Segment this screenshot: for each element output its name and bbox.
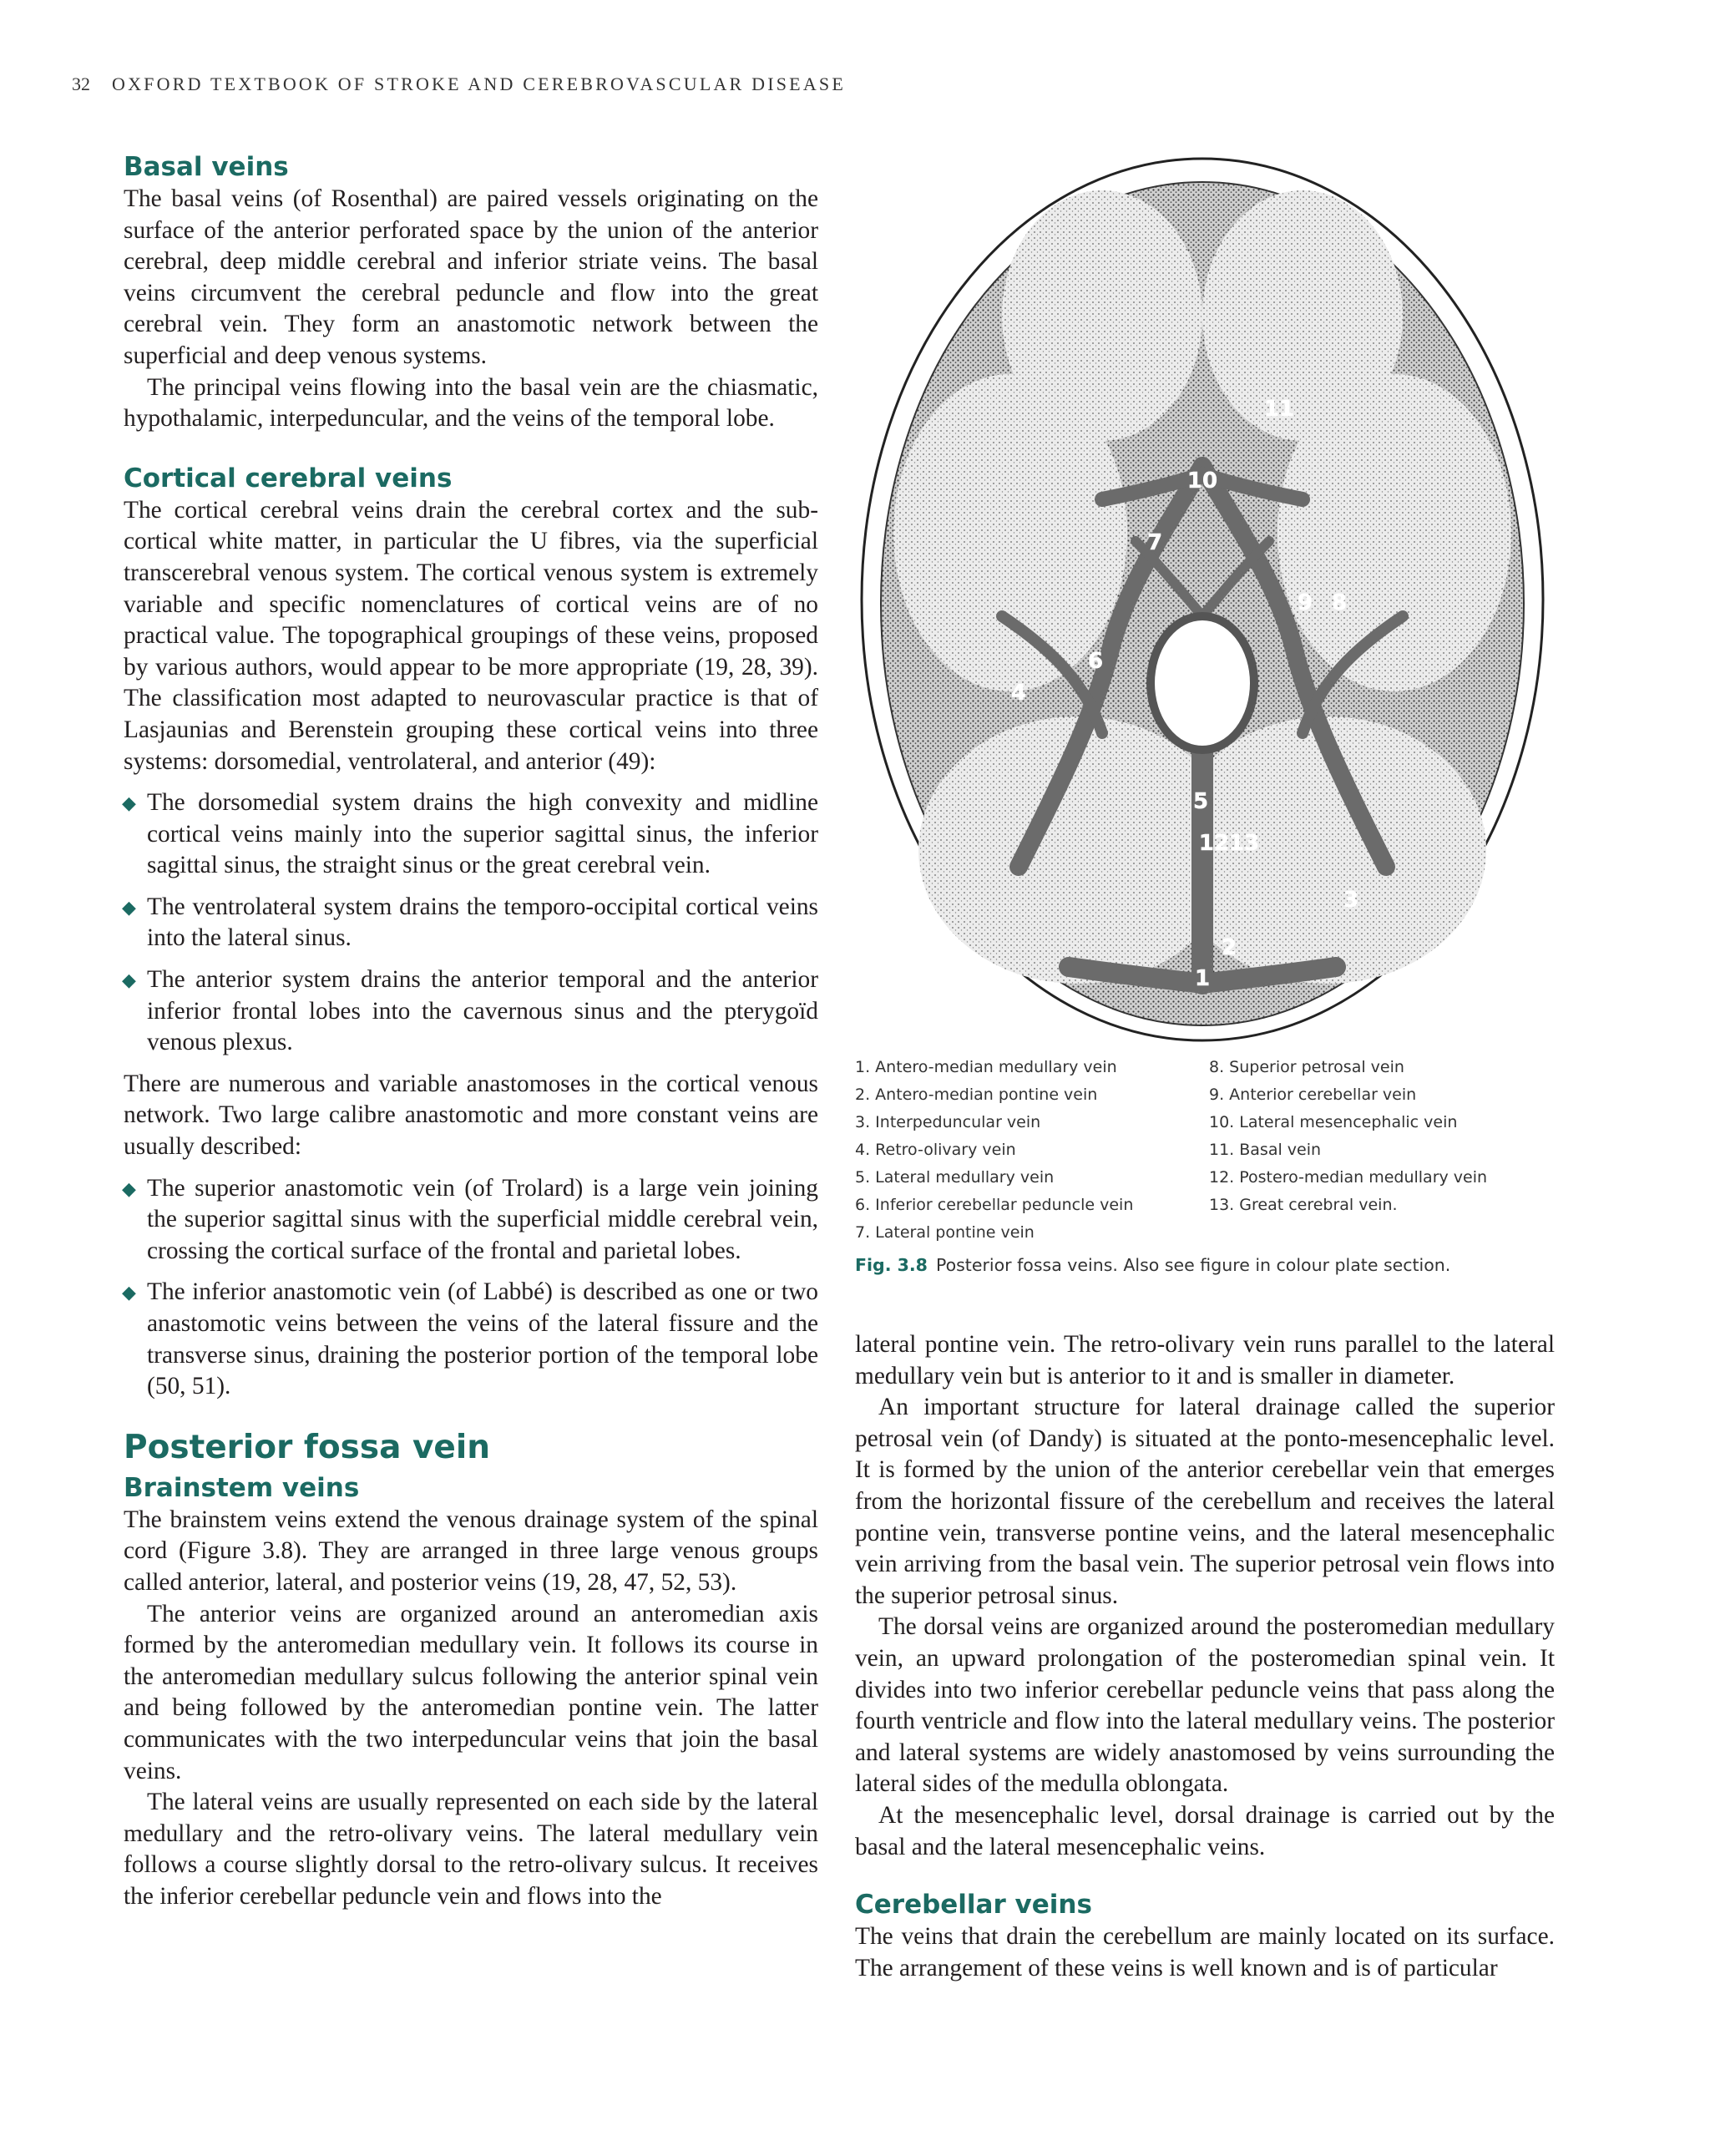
label-1: 1	[1194, 966, 1211, 991]
diamond-bullet-icon: ◆	[122, 896, 136, 918]
legend-item: 6. Inferior cerebellar peduncle vein	[855, 1196, 1134, 1214]
label-6: 6	[1087, 649, 1104, 674]
list-item: ◆ The dorsomedial system drains the high convexity and midline cortical veins mainly into the superior sagittal sinus, the inferior sagittal sinus, the straight sinus or the great cerebral vein.	[122, 789, 818, 879]
label-12: 12	[1198, 831, 1230, 856]
list-item: ◆ The inferior anastomotic vein (of Labbé) is described as one or two anastomotic veins between the veins of the lateral fissure and the transverse sinus, draining the posterior portion of the temporal lobe (50, 51).	[122, 1278, 818, 1400]
legend-item: 11. Basal vein	[1209, 1141, 1322, 1159]
label-2: 2	[1221, 935, 1237, 960]
basal-veins-heading: Basal veins	[124, 152, 289, 182]
legend-right-column	[1209, 1054, 1487, 1219]
right-paragraph-5: The veins that drain the cerebellum are mainly located on its surface. The arrangement of these veins is well known and is of particular	[855, 1923, 1555, 1981]
legend-item: 4. Retro-olivary vein	[855, 1141, 1016, 1159]
label-10: 10	[1186, 468, 1218, 493]
brainstem-paragraph-2: The anterior veins are organized around an anteromedian axis formed by the anteromedian medullary vein. It follows its course in the anteromedian medullary sulcus following the anterior spinal vein and being followed by the anteromedian pontine vein. The latter communicates with the two interpeduncular veins that join the basal veins.	[124, 1600, 818, 1784]
label-3: 3	[1343, 888, 1359, 913]
list-item: ◆ The superior anastomotic vein (of Trolard) is a large vein joining the superior sagittal sinus with the superficial middle cerebral vein, crossing the cortical surface of the frontal and parietal lobes.	[122, 1174, 818, 1264]
label-5: 5	[1192, 789, 1209, 814]
page-number: 32	[72, 73, 90, 94]
label-11: 11	[1263, 397, 1295, 422]
legend-item: 5. Lateral medullary vein	[855, 1168, 1055, 1187]
posterior-fossa-heading: Posterior fossa vein	[124, 1428, 490, 1466]
legend-item: 13. Great cerebral vein.	[1209, 1196, 1398, 1214]
legend-item: 10. Lateral mesencephalic vein	[1209, 1113, 1458, 1131]
brainstem-section	[1151, 616, 1254, 750]
legend-item: 9. Anterior cerebellar vein	[1209, 1086, 1417, 1104]
cortical-veins-paragraph-2: There are numerous and variable anastomoses in the cortical venous network. Two large calibre anastomotic and more constant veins are usually described:	[124, 1070, 818, 1161]
basal-veins-paragraph-1: The basal veins (of Rosenthal) are paired vessels originating on the surface of the anterior perforated space by the union of the anterior cerebral, deep middle cerebral and inferior striate veins. The basal veins circumvent the cerebral peduncle and flow into the great cerebral vein. They form an anastomotic network between the superficial and deep venous systems.	[124, 185, 818, 369]
caption-label: Fig. 3.8	[855, 1255, 928, 1275]
list-item: ◆ The anterior system drains the anterior temporal and the anterior inferior frontal lobes into the cavernous sinus and the pterygoïd venous plexus.	[122, 966, 818, 1056]
running-head	[72, 73, 846, 95]
legend-item: 12. Postero-median medullary vein	[1209, 1168, 1488, 1187]
right-paragraph-3: The dorsal veins are organized around the posteromedian medullary vein, an upward prolongation of the posteromedian spinal vein. It divides into two inferior cerebellar peduncle veins that pass along the fourth ventricle and flow into the lateral medullary veins. The posterior and lateral systems are widely anastomosed by veins surrounding the lateral sides of the medulla oblongata.	[855, 1613, 1555, 1798]
right-paragraph-2: An important structure for lateral drainage called the superior petrosal vein (of Dandy) is situated at the ponto-mesencephalic level. It is formed by the union of the anterior cerebellar vein that emerges from the horizontal fissure of the cerebellum and receives the lateral pontine vein, transverse pontine veins, and the lateral mesencephalic vein arriving from the basal vein. The superior petrosal vein flows into the superior petrosal sinus.	[855, 1394, 1555, 1609]
diamond-bullet-icon: ◆	[122, 969, 136, 991]
cerebellar-veins-heading: Cerebellar veins	[855, 1890, 1092, 1921]
diamond-bullet-icon: ◆	[122, 1282, 136, 1303]
temporal-lobe-right	[1277, 374, 1511, 691]
legend-item: 1. Antero-median medullary vein	[855, 1058, 1117, 1076]
legend-item: 3. Interpeduncular vein	[855, 1113, 1041, 1131]
brainstem-veins-heading: Brainstem veins	[124, 1472, 360, 1503]
legend-item: 7. Lateral pontine vein	[855, 1223, 1035, 1242]
temporal-lobe-left	[893, 374, 1127, 691]
right-paragraph-1: lateral pontine vein. The retro-olivary vein runs parallel to the lateral medullary vein but is anterior to it and is smaller in diameter.	[855, 1331, 1555, 1389]
brain-illustration	[852, 149, 1551, 1042]
brainstem-paragraph-3: The lateral veins are usually represented on each side by the lateral medullary and the retro-olivary veins. The lateral medullary vein follows a course slightly dorsal to the retro-olivary sulcus. It receives the inferior cerebellar peduncle vein and flows into the	[124, 1789, 818, 1910]
diamond-bullet-icon: ◆	[122, 792, 136, 814]
legend-item: 2. Antero-median pontine vein	[855, 1086, 1098, 1104]
legend-item: 8. Superior petrosal vein	[1209, 1058, 1404, 1076]
label-7: 7	[1146, 530, 1163, 555]
brainstem-paragraph-1: The brainstem veins extend the venous drainage system of the spinal cord (Figure 3.8). They are arranged in three large venous groups called anterior, lateral, and posterior veins (19, 28, 47, 52, 53).	[124, 1506, 818, 1596]
cortical-veins-heading: Cortical cerebral veins	[124, 463, 453, 493]
label-9: 9	[1297, 590, 1313, 615]
legend-left-column	[855, 1054, 1133, 1247]
caption-text: Posterior fossa veins. Also see figure in colour plate section.	[935, 1255, 1451, 1275]
left-column	[124, 150, 818, 1913]
label-13: 13	[1228, 831, 1260, 856]
diamond-bullet-icon: ◆	[122, 1177, 136, 1199]
right-paragraph-4: At the mesencephalic level, dorsal drainage is carried out by the basal and the lateral mesencephalic veins.	[855, 1801, 1555, 1860]
label-4: 4	[1010, 681, 1027, 706]
figure-posterior-fossa	[852, 149, 1551, 1042]
right-column	[855, 1329, 1555, 1984]
cortical-systems-list	[124, 787, 818, 1059]
running-title: OXFORD TEXTBOOK OF STROKE AND CEREBROVASCULAR DISEASE	[112, 73, 846, 94]
figure-caption	[855, 1255, 1450, 1275]
label-8: 8	[1331, 590, 1348, 615]
cortical-veins-paragraph-1: The cortical cerebral veins drain the cerebral cortex and the sub-cortical white matter, in particular the U fibres, via the superficial transcerebral venous system. The cortical venous system is extremely variable and specific nomenclatures of cortical veins are of no practical value. The topographical groupings of these veins, proposed by various authors, would appear to be more appropriate (19, 28, 39). The classification most adapted to neurovascular practice is that of Lasjaunias and Berenstein grouping these cortical veins into three systems: dorsomedial, ventrolateral, and anterior (49):	[124, 496, 818, 775]
anastomotic-veins-list	[124, 1173, 818, 1403]
basal-veins-paragraph-2: The principal veins flowing into the basal vein are the chiasmatic, hypothalamic, interpeduncular, and the veins of the temporal lobe.	[124, 373, 818, 433]
list-item: ◆ The ventrolateral system drains the temporo-occipital cortical veins into the lateral sinus.	[122, 893, 818, 952]
